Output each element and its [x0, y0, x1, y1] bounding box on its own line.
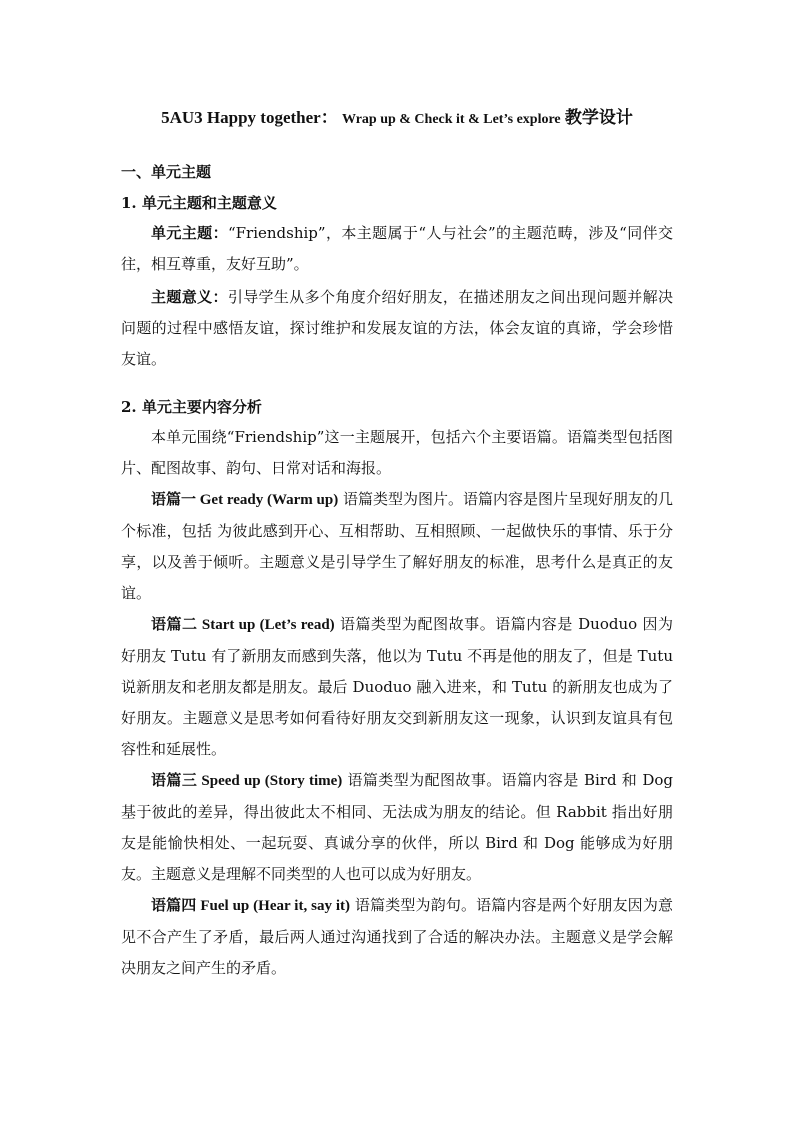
paragraph-text-two: [121, 609, 673, 765]
body-text-three: 语篇类型为配图故事。语篇内容是 Bird 和 Dog 基于彼此的差异，得出彼此太不相同、无法成为朋友的结论。但 Rabbit 指出好朋友是能愉快相处、一起玩耍、真诚分享的伙伴，所以 Bird 和 Dog 能够成为好朋友。主题意义是理解不同类型的人也可以成为好朋友。: [121, 771, 674, 883]
paragraph-unit-theme: [121, 218, 673, 280]
paragraph-unit-intro: 本单元围绕“Friendship”这一主题展开，包括六个主要语篇。语篇类型包括图片、配图故事、韵句、日常对话和海报。: [121, 428, 673, 477]
paragraph-theme-meaning: [121, 282, 673, 375]
label-text-one: 语篇一 Get ready (Warm up): [151, 492, 339, 508]
paragraph-text-one: [121, 484, 673, 609]
subsection-heading-theme-meaning: 1. 单元主题和主题意义: [121, 194, 277, 212]
section-heading-unit-theme: 一、单元主题: [121, 163, 212, 181]
title-main: 5AU3 Happy together：: [161, 108, 338, 127]
label-unit-theme: 单元主题：: [151, 224, 228, 242]
label-text-four: 语篇四 Fuel up (Hear it, say it): [151, 898, 351, 914]
text-theme-meaning: 引导学生从多个角度介绍好朋友，在描述朋友之间出现问题并解决问题的过程中感悟友谊，探讨维护和发展友谊的方法，体会友谊的真谛，学会珍惜友谊。: [121, 288, 673, 368]
paragraph-text-three: [121, 765, 673, 890]
subsection-heading-content-analysis: 2. 单元主要内容分析: [121, 398, 262, 416]
label-text-three: 语篇三 Speed up (Story time): [151, 773, 343, 789]
body-text-two: 语篇类型为配图故事。语篇内容是 Duoduo 因为好朋友 Tutu 有了新朋友而感到失落，他以为 Tutu 不再是他的朋友了，但是 Tutu 说新朋友和老朋友都是朋友。最后 Duoduo 融入进来，和 Tutu 的新朋友也成为了好朋友。主题意义是思考如何看待好朋友交到新朋友这一现象，认识到友谊具有包容性和延展性。: [121, 615, 673, 758]
label-theme-meaning: 主题意义：: [151, 288, 228, 306]
label-text-two: 语篇二 Start up (Let’s read): [151, 617, 335, 633]
paragraph-text-four: [121, 890, 673, 984]
title-suffix: 教学设计: [564, 108, 633, 127]
title-sub: Wrap up & Check it & Let’s explore: [341, 112, 561, 127]
text-unit-theme: “Friendship”，本主题属于“人与社会”的主题范畴，涉及“同伴交往，相互尊重，友好互助”。: [121, 224, 673, 273]
body-text-one: 语篇类型为图片。语篇内容是图片呈现好朋友的几个标准，包括 为彼此感到开心、互相帮助、互相照顾、一起做快乐的事情、乐于分享，以及善于倾听。主题意义是引导学生了解好朋友的标准，思考什么是真正的友谊。: [121, 490, 673, 602]
document-title: [0, 107, 794, 131]
body-text-four: 语篇类型为韵句。语篇内容是两个好朋友因为意见不合产生了矛盾，最后两人通过沟通找到了合适的解决办法。主题意义是学会解决朋友之间产生的矛盾。: [121, 896, 673, 977]
